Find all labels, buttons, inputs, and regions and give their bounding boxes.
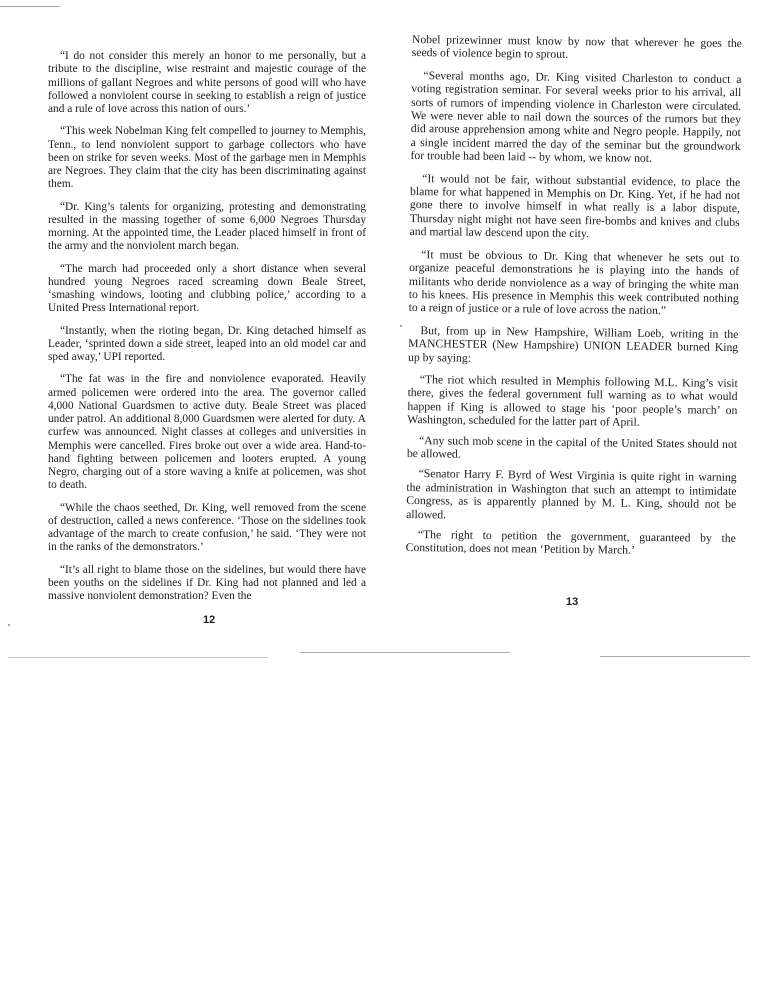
left-paragraph: “I do not consider this merely an honor to me personally, but a tribute to the discipline, wise restraint and majestic courage of the millions of gallant Negroes and white persons of good will who have followed a nonviolent course in seeking to establish a reign of justice and a rule of love across this nation of ours.’ <box>48 50 366 115</box>
right-page-column <box>406 33 742 559</box>
left-paragraph: “This week Nobelman King felt compelled to journey to Memphis, Tenn., to lend nonviolent support to garbage collectors who have been on strike for seven weeks. Most of the garbage men in Memphis are Negroes. They claim that the city has been discriminating against them. <box>48 125 366 191</box>
left-paragraph: “Instantly, when the rioting began, Dr. King detached himself as Leader, ‘sprinted down a side street, leaped into an old model car and sped away,’ UPI reported. <box>48 324 366 363</box>
right-paragraph: “Any such mob scene in the capital of the United States should not be allowed. <box>406 433 738 461</box>
right-paragraph: Nobel prizewinner must know by now that wherever he goes the seeds of violence begin to sprout. <box>411 33 742 62</box>
scan-edge-bottom-mid <box>300 652 510 653</box>
page-number-left: 12 <box>203 614 216 626</box>
right-paragraph: “The right to petition the government, guaranteed by the Constitution, does not mean ‘Petition by March.’ <box>405 528 736 558</box>
scan-edge-bottom-right <box>600 656 750 657</box>
scan-speck <box>400 325 402 327</box>
left-paragraph: “The march had proceeded only a short distance when several hundred young Negroes raced screaming down Beale Street, ‘smashing windows, looting and clubbing police,’ according to a United Press International report. <box>48 262 366 315</box>
right-paragraph: But, from up in New Hampshire, William Loeb, writing in the MANCHESTER (New Hampshire) UNION LEADER burned King up by saying: <box>407 323 739 365</box>
left-paragraph: “Dr. King’s talents for organizing, protesting and demonstrating resulted in the massing together of some 6,000 Negroes Thursday morning. At the appointed time, the Leader placed himself in front of the army and the nonviolent march began. <box>48 200 366 253</box>
left-paragraph: “While the chaos seethed, Dr. King, well removed from the scene of destruction, called a news conference. ‘Those on the sidelines took advantage of the march to create confusion,’ he said. ‘They were not in the ranks of the demonstrators.’ <box>48 501 366 554</box>
right-paragraph: “It must be obvious to Dr. King that whenever he sets out to organize peaceful demonstrations he is playing into the hands of militants who deride nonviolence as a way of bringing the white man to his knees. His presence in Memphis this week contributed nothing to a reign of justice or a rule of love across the nation.” <box>408 247 740 318</box>
right-paragraph: “Several months ago, Dr. King visited Charleston to conduct a voting registration seminar. For several weeks prior to his arrival, all sorts of rumors of impending violence in Charleston were circulated. We were never able to nail down the sources of the rumors but they did arouse apprehension among white and Negro people. Happily, not a single incident marred the day of the seminar but the groundwork for trouble had been laid -- by whom, we know not. <box>410 68 742 166</box>
scan-edge-bottom-left <box>8 657 268 658</box>
right-paragraph: “It would not be fair, without substantial evidence, to place the blame for what happened in Memphis on Dr. King. Yet, if he had not gone there to involve himself in what really is a labor dispute, Thursday night might not have seen fire-bombs and knives and clubs and martial law descend upon the city. <box>409 171 741 241</box>
left-paragraph: “The fat was in the fire and nonviolence evaporated. Heavily armed policemen were ordered into the area. The governor called 4,000 National Guardsmen to active duty. Beale Street was placed under patrol. An additional 8,000 Guardsmen were alerted for duty. A curfew was announced. Night classes at colleges and universities in Memphis were cancelled. Fires broke out over a wide area. Hand-to-hand fighting between policemen and looters erupted. A young Negro, charging out of a store waving a knife at policemen, was shot to death. <box>48 373 366 492</box>
right-paragraph: “The riot which resulted in Memphis following M.L. King’s visit there, gives the federal government full warning as to what would happen if King is allowed to stage his ‘poor people’s march’ on Washington, scheduled for the latter part of April. <box>407 373 738 429</box>
scan-speck <box>8 624 10 626</box>
right-paragraph: “Senator Harry F. Byrd of West Virginia is quite right in warning the administration in Washington that such an attempt to intimidate Congress, as is apparently planned by M. L. King, should not be allowed. <box>406 467 737 522</box>
left-paragraph: “It’s all right to blame those on the sidelines, but would there have been youths on the sidelines if Dr. King had not planned and led a massive nonviolent demonstration? Even the <box>48 563 366 602</box>
page-number-right: 13 <box>566 596 579 608</box>
left-page-column <box>48 50 366 603</box>
scan-edge-top-left <box>0 6 60 7</box>
